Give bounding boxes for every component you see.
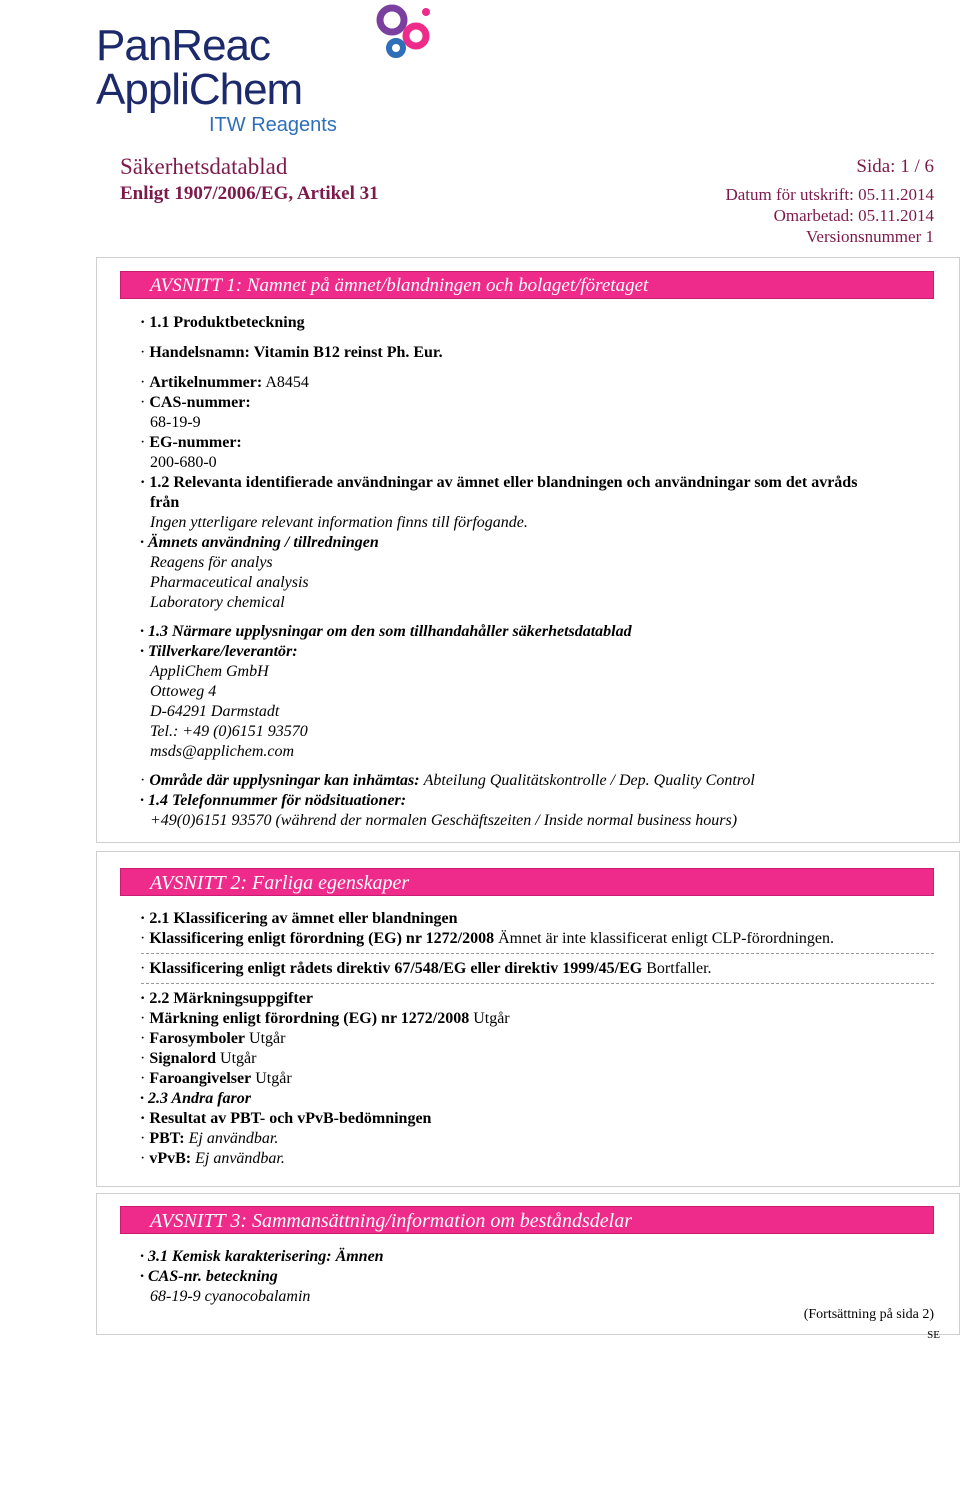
language-code: SE — [927, 1329, 940, 1341]
logo-line-1: PanReac — [96, 21, 271, 70]
s1-use-2: Pharmaceutical analysis — [150, 574, 309, 591]
s1-phone: +49(0)6151 93570 (während der normalen Geschäftszeiten / Inside normal business hours) — [150, 812, 738, 829]
s3-h31: · 3.1 Kemisk karakterisering: Ämnen — [140, 1248, 384, 1265]
s2-hazard-statements: · Faroangivelser Utgår — [140, 1070, 292, 1087]
s1-supplier-1: AppliChem GmbH — [150, 663, 269, 680]
s1-ec-value: 200-680-0 — [150, 454, 217, 471]
s1-use-3: Laboratory chemical — [150, 594, 285, 611]
logo-line-3: ITW Reagents — [209, 114, 337, 136]
section-3-heading: AVSNITT 3: Sammansättning/information om beståndsdelar — [120, 1206, 934, 1234]
s2-pictograms: · Farosymboler Utgår — [140, 1030, 286, 1047]
s1-info: · Område där upplysningar kan inhämtas: Abteilung Qualitätskontrolle / Dep. Quality Control — [140, 772, 755, 789]
s1-h14: · 1.4 Telefonnummer för nödsituationer: — [140, 792, 407, 809]
document-subtitle: Enligt 1907/2006/EG, Artikel 31 — [120, 183, 379, 204]
company-logo — [96, 2, 356, 142]
dashed-divider — [141, 953, 934, 954]
s2-directive: · Klassificering enligt rådets direktiv 67/548/EG eller direktiv 1999/45/EG Bortfaller. — [140, 960, 712, 977]
s1-supplier-label: · Tillverkare/leverantör: — [140, 643, 298, 660]
s1-supplier-3: D-64291 Darmstadt — [150, 703, 280, 720]
s1-article: · Artikelnummer: A8454 — [140, 374, 309, 391]
version-number: Versionsnummer 1 — [806, 227, 934, 246]
section-1-heading: AVSNITT 1: Namnet på ämnet/blandningen och bolaget/företaget — [120, 271, 934, 299]
logo-mark-icon — [296, 2, 446, 72]
continued-note: (Fortsättning på sida 2) — [803, 1307, 934, 1322]
s2-pbt: · PBT: Ej användbar. — [140, 1130, 279, 1147]
s2-h23: · 2.3 Andra faror — [140, 1090, 251, 1107]
page-number: Sida: 1 / 6 — [856, 156, 934, 177]
dashed-divider — [141, 983, 934, 984]
section-2-heading: AVSNITT 2: Farliga egenskaper — [120, 868, 934, 896]
s1-h12-cont: från — [150, 494, 180, 511]
s1-trade-name: · Handelsnamn: Vitamin B12 reinst Ph. Eur. — [140, 344, 443, 361]
s1-h12: · 1.2 Relevanta identifierade användningar av ämnet eller blandningen och användningar som det avråds — [140, 474, 858, 491]
s3-cas-label: · CAS-nr. beteckning — [140, 1268, 278, 1285]
s1-use-1: Reagens för analys — [150, 554, 273, 571]
s1-h13: · 1.3 Närmare upplysningar om den som tillhandahåller säkerhetsdatablad — [140, 623, 632, 640]
s2-clp: · Klassificering enligt förordning (EG) nr 1272/2008 Ämnet är inte klassificerat enligt CLP-förordningen. — [140, 930, 834, 947]
s1-cas-label: · CAS-nummer: — [140, 394, 251, 411]
s2-marking: · Märkning enligt förordning (EG) nr 1272/2008 Utgår — [140, 1010, 510, 1027]
s2-h22: · 2.2 Märkningsuppgifter — [140, 990, 313, 1007]
s2-signal-word: · Signalord Utgår — [140, 1050, 257, 1067]
document-title: Säkerhetsdatablad — [120, 154, 288, 179]
s2-pbt-heading: · Resultat av PBT- och vPvB-bedömningen — [140, 1110, 432, 1127]
logo-line-2: AppliChem — [96, 65, 303, 114]
print-date: Datum för utskrift: 05.11.2014 — [725, 185, 934, 204]
s1-h11: · 1.1 Produktbeteckning — [140, 314, 305, 331]
s3-cas-value: 68-19-9 cyanocobalamin — [150, 1288, 311, 1305]
s1-supplier-5: msds@applichem.com — [150, 743, 295, 760]
s1-supplier-4: Tel.: +49 (0)6151 93570 — [150, 723, 308, 740]
revision-date: Omarbetad: 05.11.2014 — [773, 206, 934, 225]
s2-vpvb: · vPvB: Ej användbar. — [140, 1150, 285, 1167]
s1-ec-label: · EG-nummer: — [140, 434, 242, 451]
s2-h21: · 2.1 Klassificering av ämnet eller blandningen — [140, 910, 458, 927]
s1-no-info: Ingen ytterligare relevant information finns till förfogande. — [150, 514, 528, 531]
s1-supplier-2: Ottoweg 4 — [150, 683, 217, 700]
s1-cas-value: 68-19-9 — [150, 414, 201, 431]
s1-use-label: · Ämnets användning / tillredningen — [140, 534, 379, 551]
